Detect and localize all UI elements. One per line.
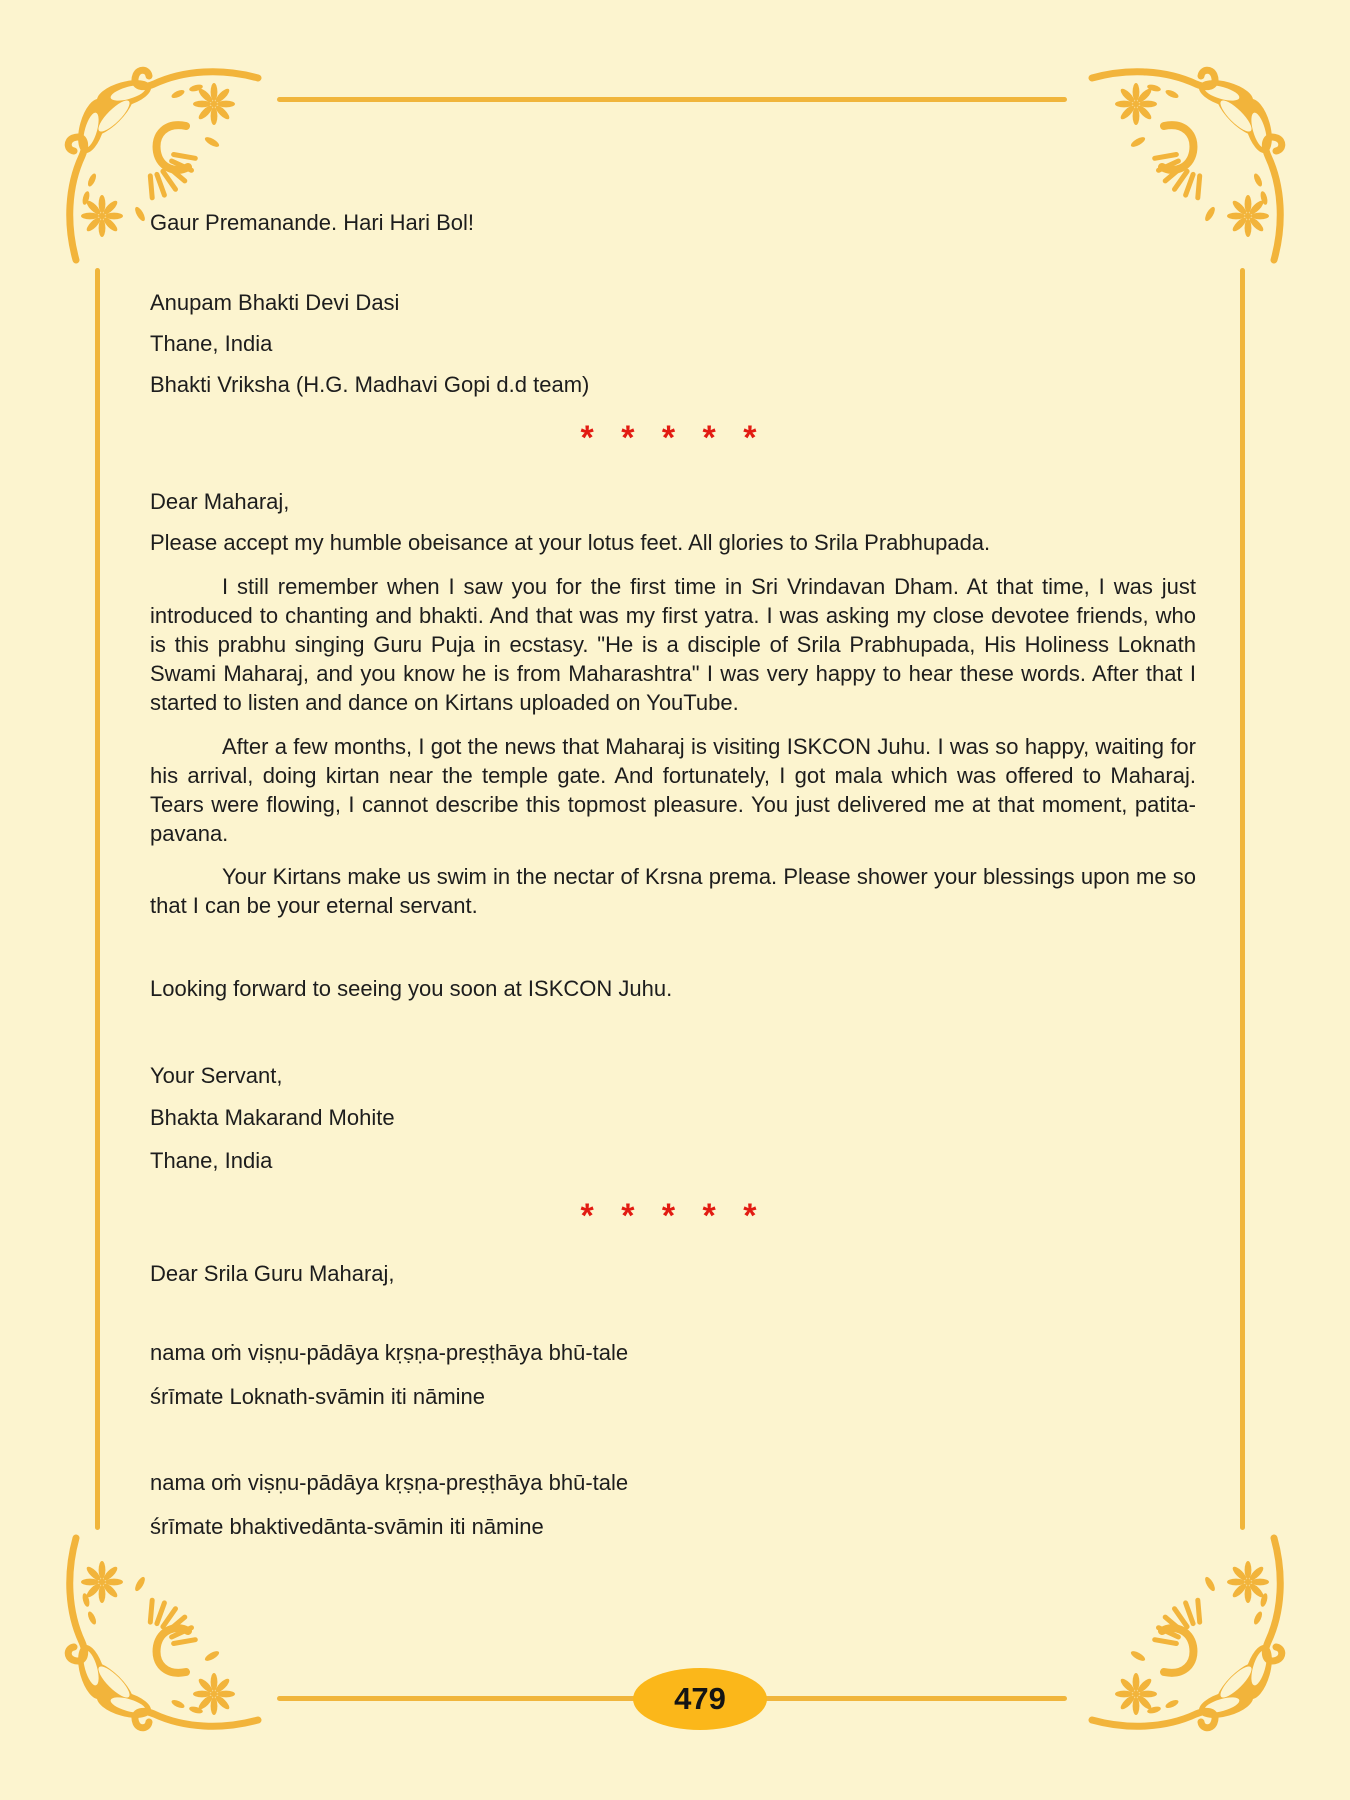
- frame-left-line: [95, 268, 100, 1530]
- page-number-badge: 479: [633, 1668, 767, 1730]
- asterisk-separator-2: * * * * *: [580, 1197, 766, 1235]
- letter1-salutation: Dear Maharaj,: [150, 489, 290, 514]
- letter1-sender-group: Bhakti Vriksha (H.G. Madhavi Gopi d.d team): [150, 372, 590, 397]
- letter2-salutation: Dear Srila Guru Maharaj,: [150, 1261, 395, 1286]
- letter2-verse2-line2: śrīmate bhaktivedānta-svāmin iti nāmine: [150, 1514, 544, 1539]
- floral-corner-ornament-bottom-left-icon: [62, 1534, 262, 1734]
- letter1-closing-line: Looking forward to seeing you soon at ISKCON Juhu.: [150, 976, 673, 1001]
- letter1-greeting: Gaur Premanande. Hari Hari Bol!: [150, 210, 475, 235]
- frame-right-line: [1240, 268, 1245, 1530]
- letter1-paragraph-1: I still remember when I saw you for the first time in Sri Vrindavan Dham. At that time, I was just introduced to chanting and bhakti. And that was my first yatra. I was asking my close devotee friends, who is this prabhu singing Guru Puja in ecstasy. "He is a disciple of Srila Prabhupada, His Holiness Loknath Swami Maharaj, and you know he is from Maharashtra" I was very happy to hear these words. After that I started to listen and dance on Kirtans uploaded on YouTube.: [150, 574, 1196, 715]
- asterisk-separator-1: * * * * *: [580, 419, 766, 457]
- letter1-opening-line: Please accept my humble obeisance at your lotus feet. All glories to Srila Prabhupada.: [150, 530, 991, 555]
- letter1-sender-location: Thane, India: [150, 331, 273, 356]
- letter2-verse1-line2: śrīmate Loknath-svāmin iti nāmine: [150, 1384, 486, 1409]
- letter2-verse2-line1: nama oṁ viṣṇu-pādāya kṛṣṇa-preṣṭhāya bhū-tale: [150, 1470, 629, 1495]
- letter1-valediction: Your Servant,: [150, 1063, 283, 1088]
- letter1-paragraph-2: After a few months, I got the news that Maharaj is visiting ISKCON Juhu. I was so happy, waiting for his arrival, doing kirtan near the temple gate. And fortunately, I got mala which was offered to Maharaj. Tears were flowing, I cannot describe this topmost pleasure. You just delivered me at that moment, patita-pavana.: [150, 734, 1196, 846]
- letter1-signoff-location: Thane, India: [150, 1148, 273, 1173]
- floral-corner-ornament-bottom-right-icon: [1088, 1534, 1288, 1734]
- letter2-verse1-line1: nama oṁ viṣṇu-pādāya kṛṣṇa-preṣṭhāya bhū-tale: [150, 1340, 629, 1365]
- frame-top-line: [277, 97, 1067, 102]
- letter1-paragraph-3: Your Kirtans make us swim in the nectar of Krsna prema. Please shower your blessings upon me so that I can be your eternal servant.: [150, 864, 1196, 918]
- letter1-signoff-name: Bhakta Makarand Mohite: [150, 1105, 395, 1130]
- letter1-sender-name: Anupam Bhakti Devi Dasi: [150, 290, 400, 315]
